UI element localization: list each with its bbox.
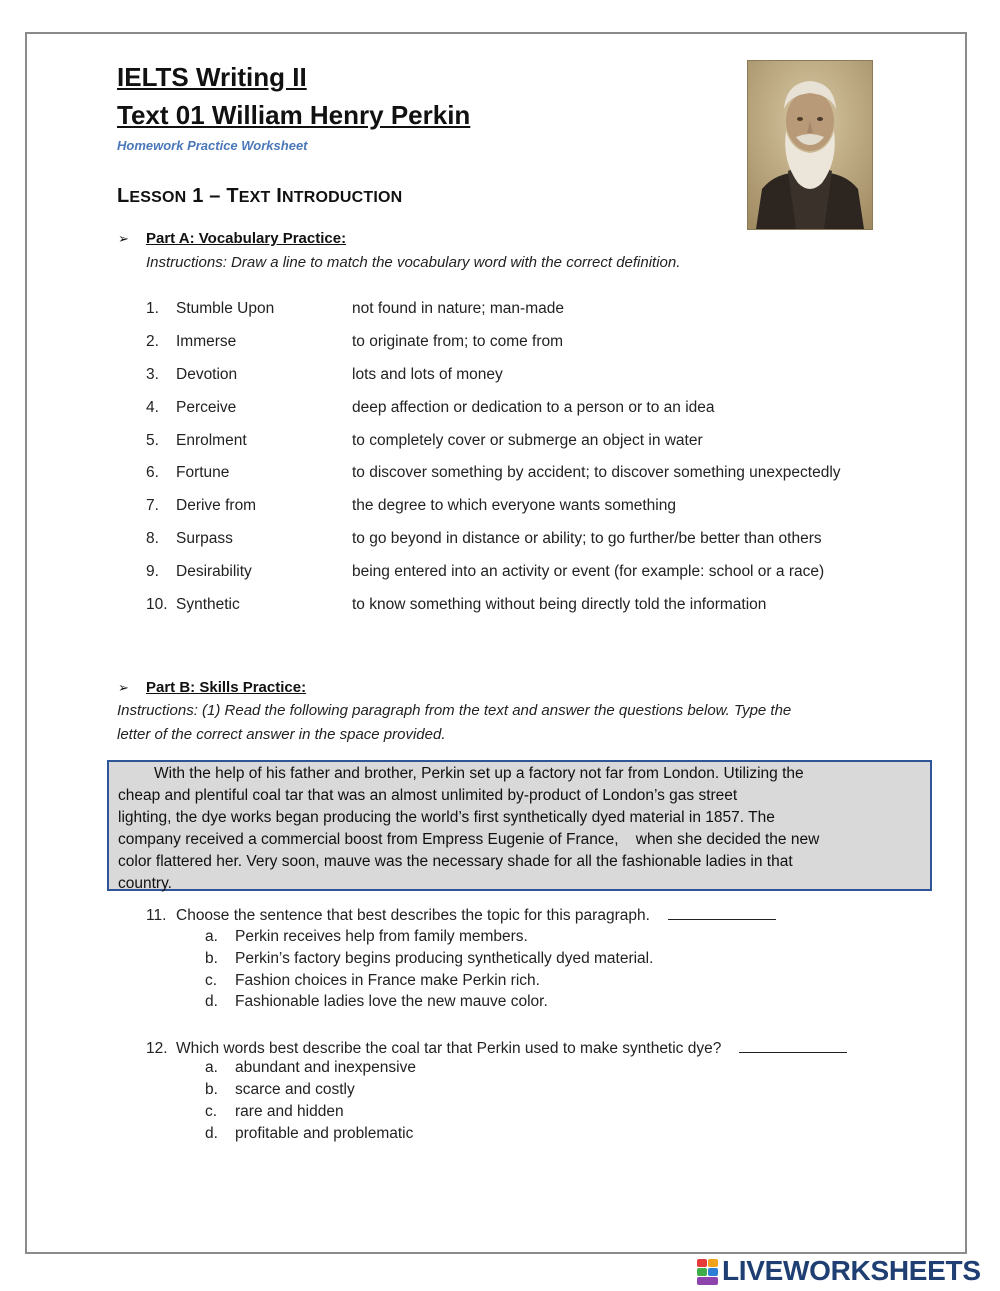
vocab-word[interactable]: Derive from: [176, 497, 257, 514]
liveworksheets-logo-text: LIVEWORKSHEETS: [722, 1255, 981, 1286]
vocab-definition[interactable]: to know something without being directly told the information: [352, 596, 767, 613]
vocab-word[interactable]: Fortune: [176, 464, 230, 481]
vocab-definition[interactable]: deep affection or dedication to a person or to an idea: [352, 399, 715, 416]
vocab-number: 5.: [146, 432, 159, 449]
part-a-bullet-arrow-icon: ➢: [118, 231, 129, 246]
passage-line: company received a commercial boost from Empress Eugenie of France, when she decided the new: [118, 831, 820, 848]
reading-passage-box: [107, 760, 932, 891]
part-b-heading: Part B: Skills Practice:: [146, 679, 307, 696]
worksheet-title: IELTS Writing II: [117, 62, 307, 92]
vocab-definition[interactable]: to discover something by accident; to discover something unexpectedly: [352, 464, 841, 481]
option-item: a. Perkin receives help from family members.: [205, 928, 528, 945]
vocab-word[interactable]: Immerse: [176, 333, 237, 350]
option-item: a. abundant and inexpensive: [205, 1059, 416, 1076]
option-item: c. Fashion choices in France make Perkin rich.: [205, 972, 540, 989]
liveworksheets-logo-icon: [697, 1258, 719, 1284]
vocab-number: 2.: [146, 333, 159, 350]
part-a-heading: Part A: Vocabulary Practice:: [146, 230, 347, 247]
answer-blank-q11[interactable]: [668, 905, 776, 920]
question-number: 11.: [146, 907, 167, 924]
vocab-number: 8.: [146, 530, 159, 547]
passage-line: lighting, the dye works began producing the world’s first synthetically dyed material in 1857. The: [118, 809, 775, 826]
passage-line: With the help of his father and brother, Perkin set up a factory not far from London. Utilizing the: [154, 765, 804, 782]
part-b-instructions-line1: Instructions: (1) Read the following paragraph from the text and answer the questions below. Type the: [117, 702, 792, 719]
passage-line: cheap and plentiful coal tar that was an almost unlimited by-product of London’s gas street: [118, 787, 738, 804]
vocab-number: 9.: [146, 563, 159, 580]
vocab-number: 4.: [146, 399, 159, 416]
question-number: 12.: [146, 1040, 168, 1057]
vocab-definition[interactable]: to originate from; to come from: [352, 333, 564, 350]
option-item: c. rare and hidden: [205, 1103, 344, 1120]
vocab-word[interactable]: Synthetic: [176, 596, 240, 613]
vocab-number: 10.: [146, 596, 168, 613]
question-12: [146, 1038, 847, 1058]
vocab-word[interactable]: Enrolment: [176, 432, 247, 449]
vocab-definition[interactable]: to completely cover or submerge an object in water: [352, 432, 703, 449]
vocab-definition[interactable]: lots and lots of money: [352, 366, 503, 383]
question-11: [146, 905, 776, 925]
question-text: Choose the sentence that best describes the topic for this paragraph.: [176, 907, 650, 924]
vocab-number: 1.: [146, 300, 159, 317]
vocab-word[interactable]: Stumble Upon: [176, 300, 275, 317]
worksheet-subject-title: Text 01 William Henry Perkin: [117, 100, 471, 130]
vocab-definition[interactable]: being entered into an activity or event (for example: school or a race): [352, 563, 825, 580]
part-a-instructions: Instructions: Draw a line to match the vocabulary word with the correct definition.: [146, 254, 681, 271]
liveworksheets-logo: [697, 1256, 981, 1286]
worksheet-subtitle: Homework Practice Worksheet: [117, 138, 308, 153]
option-item: b. Perkin’s factory begins producing synthetically dyed material.: [205, 950, 654, 967]
perkin-portrait-image: [747, 60, 873, 230]
vocab-number: 7.: [146, 497, 159, 514]
answer-blank-q12[interactable]: [739, 1038, 847, 1053]
vocab-word[interactable]: Perceive: [176, 399, 237, 416]
vocab-word[interactable]: Desirability: [176, 563, 252, 580]
vocab-definition[interactable]: the degree to which everyone wants something: [352, 497, 676, 514]
passage-line: country.: [118, 875, 172, 892]
option-item: b. scarce and costly: [205, 1081, 355, 1098]
passage-line: color flattered her. Very soon, mauve was the necessary shade for all the fashionable ladies in that: [118, 853, 793, 870]
part-b-instructions-line2: letter of the correct answer in the space provided.: [117, 726, 446, 743]
vocab-number: 6.: [146, 464, 159, 481]
question-text: Which words best describe the coal tar that Perkin used to make synthetic dye?: [176, 1040, 722, 1057]
portrait-drawing: [748, 61, 872, 229]
option-item: d. Fashionable ladies love the new mauve color.: [205, 993, 548, 1010]
vocab-word[interactable]: Devotion: [176, 366, 238, 383]
vocab-definition[interactable]: to go beyond in distance or ability; to go further/be better than others: [352, 530, 822, 547]
vocab-number: 3.: [146, 366, 159, 383]
option-item: d. profitable and problematic: [205, 1125, 414, 1142]
vocab-word[interactable]: Surpass: [176, 530, 233, 547]
part-b-bullet-arrow-icon: ➢: [118, 680, 129, 695]
lesson-heading: LESSON 1 – TEXT INTRODUCTION: [117, 185, 403, 207]
vocab-definition[interactable]: not found in nature; man-made: [352, 300, 564, 317]
